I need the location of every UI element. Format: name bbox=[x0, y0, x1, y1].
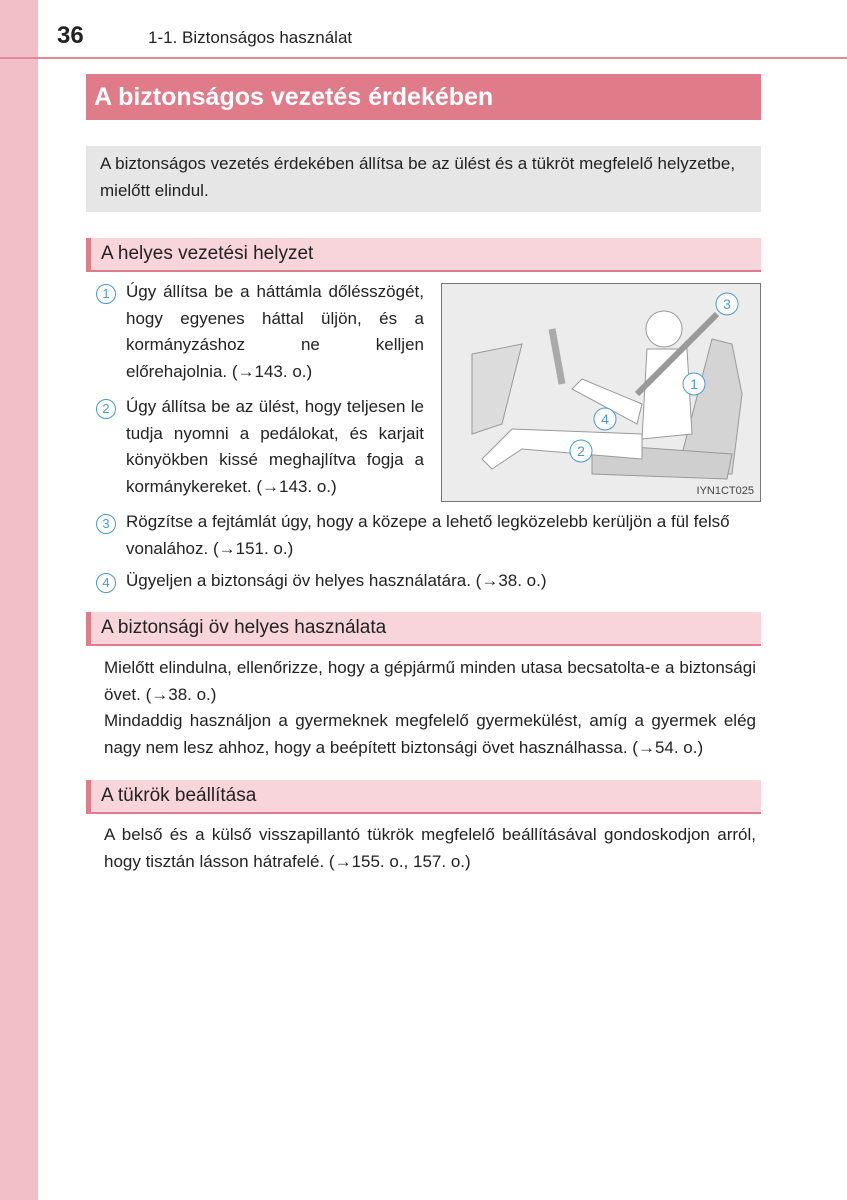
item-number: 4 bbox=[96, 573, 116, 593]
item-number: 2 bbox=[96, 399, 116, 419]
section-heading-seatbelt: A biztonsági öv helyes használata bbox=[86, 612, 761, 646]
svg-text:3: 3 bbox=[723, 296, 731, 312]
callout-4 bbox=[594, 408, 616, 430]
list-item: Úgy állítsa be a háttámla dőlésszögét, hogy egyenes háttal üljön, és a kormányzáshoz ne kelljen előrehajolnia. (→143. o.) bbox=[126, 282, 424, 381]
list-item: Rögzítse a fejtámlát úgy, hogy a közepe a lehető legközelebb kerüljön a fül felső vonalához. (→151. o.) bbox=[126, 512, 730, 558]
section-heading-driving-position: A helyes vezetési helyzet bbox=[86, 238, 761, 272]
driving-position-illustration bbox=[441, 283, 761, 502]
paragraph: Mielőtt elindulna, ellenőrizze, hogy a gépjármű minden utasa becsatolta-e a biztonsági övet. (→38. o.) bbox=[104, 658, 756, 704]
paragraph: A belső és a külső visszapillantó tükrök megfelelő beállításával gondoskodjon arról, hogy tisztán lásson hátrafelé. (→155. o., 157. o.) bbox=[104, 825, 756, 871]
svg-text:4: 4 bbox=[601, 411, 609, 427]
figure-code: IYN1CT025 bbox=[696, 485, 754, 497]
side-tab-strip bbox=[0, 0, 38, 1200]
header-divider bbox=[0, 57, 847, 59]
svg-text:2: 2 bbox=[577, 443, 585, 459]
page-title: A biztonságos vezetés érdekében bbox=[86, 74, 761, 120]
svg-text:1: 1 bbox=[690, 376, 698, 392]
driver-seat-drawing bbox=[442, 284, 760, 501]
section-heading-mirrors: A tükrök beállítása bbox=[86, 780, 761, 814]
list-item: Ügyeljen a biztonsági öv helyes használatára. (→38. o.) bbox=[126, 571, 547, 590]
chapter-title: 1-1. Biztonságos használat bbox=[148, 28, 353, 47]
paragraph: Mindaddig használjon a gyermeknek megfelelő gyermekülést, amíg a gyermek elég nagy nem lesz ahhoz, hogy a beépített biztonsági övet használhassa. (→54. o.) bbox=[104, 711, 756, 757]
callout-2 bbox=[570, 440, 592, 462]
item-number: 1 bbox=[96, 284, 116, 304]
intro-box: A biztonságos vezetés érdekében állítsa be az ülést és a tükröt megfelelő helyzetbe, mielőtt elindul. bbox=[86, 146, 761, 212]
callout-1 bbox=[683, 373, 705, 395]
item-number: 3 bbox=[96, 514, 116, 534]
callout-3 bbox=[716, 293, 738, 315]
list-item: Úgy állítsa be az ülést, hogy teljesen le tudja nyomni a pedálokat, és karjait könyökben kissé meghajlítva fogja a kormánykereket. (→143. o.) bbox=[126, 397, 424, 496]
page-number: 36 bbox=[57, 22, 84, 49]
